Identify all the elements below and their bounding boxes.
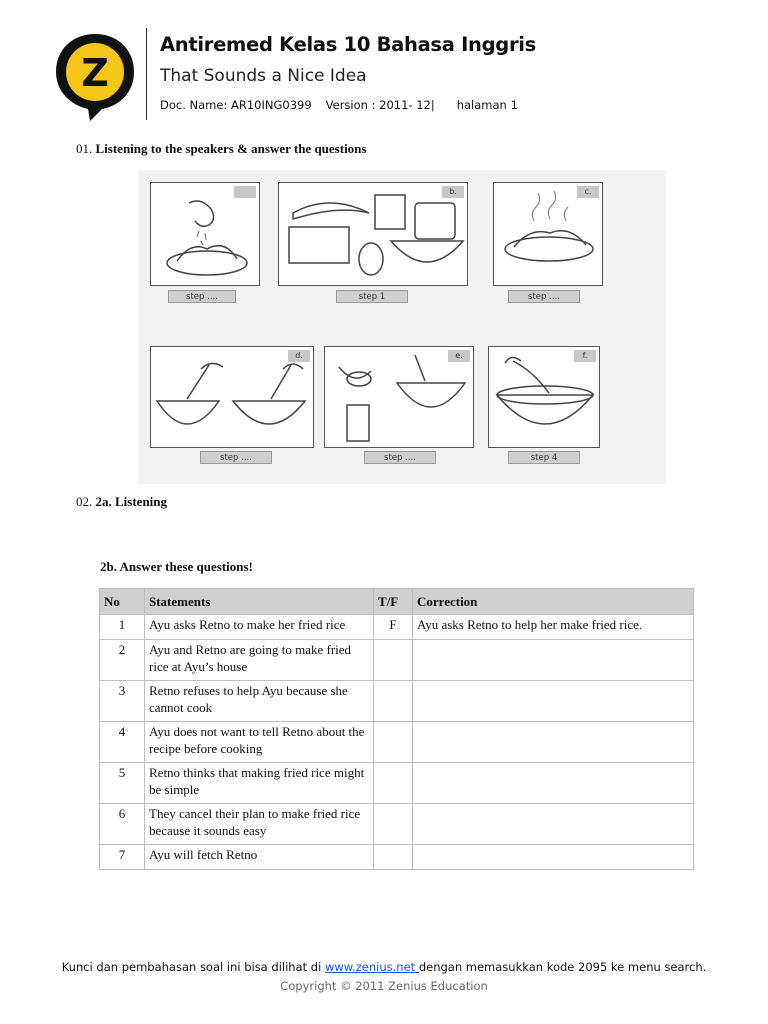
row-tf[interactable] [374,804,413,845]
document-title: Antiremed Kelas 10 Bahasa Inggris [160,33,536,56]
question-2 [76,494,167,510]
row-no: 5 [100,763,145,804]
row-no: 4 [100,722,145,763]
row-statement: Ayu will fetch Retno [145,845,374,870]
doc-page: halaman 1 [456,98,518,112]
header-no: No [100,589,145,615]
table-row [100,845,694,870]
footer-note [0,960,768,974]
statements-table [99,588,694,870]
header-tf: T/F [374,589,413,615]
row-correction[interactable] [413,804,694,845]
picture-panel-e [324,346,474,448]
zenius-logo [52,30,138,122]
picture-panel-f [488,346,600,448]
panel-c-step: step .... [508,290,580,303]
doc-name: Doc. Name: AR10ING0399 [160,98,312,112]
document-meta [160,98,518,112]
row-tf[interactable] [374,640,413,681]
row-correction[interactable] [413,640,694,681]
picture-panel-c [493,182,603,286]
logo-letter: Z [81,51,109,95]
row-correction[interactable] [413,845,694,870]
document-subtitle: That Sounds a Nice Idea [160,66,367,86]
panel-f-step: step 4 [508,451,580,464]
row-statement: Retno refuses to help Ayu because she cannot cook [145,681,374,722]
row-statement: Ayu does not want to tell Retno about the recipe before cooking [145,722,374,763]
recipe-picture-area [138,170,666,484]
sprinkle-on-rice-plate-icon [151,183,261,287]
copyright: Copyright © 2011 Zenius Education [280,979,488,993]
mixing-eggs-icon [325,347,475,449]
table-header-row [100,589,694,615]
header-statements: Statements [145,589,374,615]
row-statement: Ayu and Retno are going to make fried rice at Ayu’s house [145,640,374,681]
ingredients-icon [279,183,469,287]
row-statement: Retno thinks that making fried rice might be simple [145,763,374,804]
question-1-number: 01. [76,141,93,156]
table-row [100,763,694,804]
row-correction[interactable] [413,681,694,722]
mixing-bowl-icon [489,347,601,449]
panel-e-label: e. [448,350,470,362]
doc-version: Version : 2011- 12| [325,98,435,112]
row-no: 2 [100,640,145,681]
question-1 [76,141,366,157]
row-statement: They cancel their plan to make fried rice because it sounds easy [145,804,374,845]
picture-panel-d [150,346,314,448]
table-row [100,640,694,681]
panel-d-step: step .... [200,451,272,464]
row-tf[interactable] [374,681,413,722]
table-row [100,681,694,722]
row-correction[interactable] [413,763,694,804]
panel-c-label: c. [577,186,599,198]
panel-a-label [234,186,256,198]
row-tf[interactable] [374,722,413,763]
header-correction: Correction [413,589,694,615]
footer-text-before: Kunci dan pembahasan soal ini bisa dilihat di [61,960,325,974]
row-tf[interactable] [374,845,413,870]
table-row [100,615,694,640]
row-tf[interactable] [374,763,413,804]
row-no: 7 [100,845,145,870]
footer-text-after: dengan memasukkan kode 2095 ke menu search. [418,960,707,974]
header-divider [146,28,147,120]
zenius-link[interactable]: www.zenius.net [324,960,419,974]
steaming-plate-icon [494,183,604,287]
row-statement: Ayu asks Retno to make her fried rice [145,615,374,640]
table-row [100,804,694,845]
picture-panel-b [278,182,468,286]
row-tf[interactable]: F [374,615,413,640]
stirring-bowls-icon [151,347,315,449]
row-no: 6 [100,804,145,845]
row-no: 3 [100,681,145,722]
question-1-text: Listening to the speakers & answer the questions [95,141,367,156]
picture-panel-a [150,182,260,286]
row-correction[interactable]: Ayu asks Retno to help her make fried rice. [413,615,694,640]
panel-a-step: step .... [168,290,236,303]
panel-b-step: step 1 [336,290,408,303]
panel-f-label: f. [574,350,596,362]
question-2a-label: 2a. Listening [95,494,168,509]
row-correction[interactable] [413,722,694,763]
question-2-number: 02. [76,494,93,509]
panel-e-step: step .... [364,451,436,464]
table-row [100,722,694,763]
question-2b-label: 2b. Answer these questions! [100,559,253,574]
panel-d-label: d. [288,350,310,362]
panel-b-label: b. [442,186,464,198]
row-no: 1 [100,615,145,640]
